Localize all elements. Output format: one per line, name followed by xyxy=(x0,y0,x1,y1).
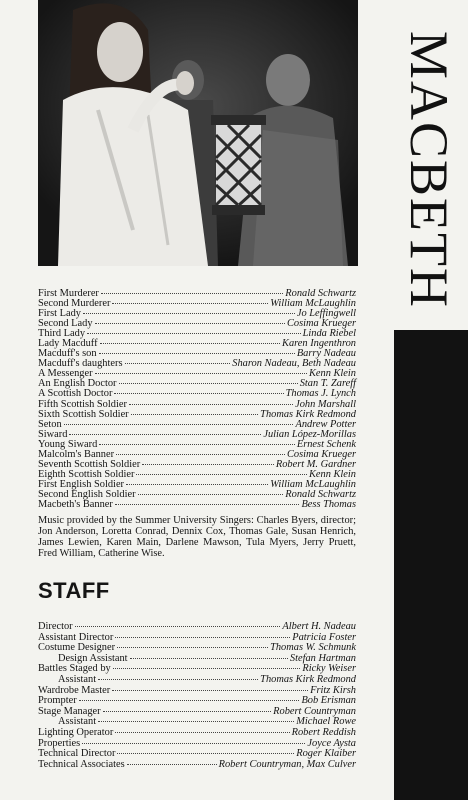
dot-leader xyxy=(114,393,283,394)
cast-role: Second Murderer xyxy=(38,298,111,310)
dot-leader xyxy=(129,404,293,405)
staff-name: Patricia Foster xyxy=(292,631,356,643)
dot-leader xyxy=(115,504,300,505)
cast-name: Sharon Nadeau, Beth Nadeau xyxy=(232,358,356,370)
cast-name: Kenn Klein xyxy=(308,468,356,480)
cast-name: Ronald Schwartz xyxy=(285,288,356,299)
staff-name: Michael Rowe xyxy=(296,716,356,728)
staff-role: Stage Manager xyxy=(38,705,101,717)
dot-leader xyxy=(117,753,294,754)
staff-role: Battles Staged by xyxy=(38,663,111,675)
cast-name: William McLaughlin xyxy=(270,478,356,490)
cast-name: Julian López-Morillas xyxy=(263,428,356,440)
dot-leader xyxy=(112,690,308,691)
cast-name: John Marshall xyxy=(295,398,356,410)
staff-name: Joyce Aysta xyxy=(307,737,356,749)
dot-leader xyxy=(69,434,261,435)
staff-name: Bob Erisman xyxy=(301,695,356,707)
dot-leader xyxy=(115,637,290,638)
cast-role: A Messenger xyxy=(38,368,93,380)
dot-leader xyxy=(125,363,231,364)
cast-name: William McLaughlin xyxy=(270,298,356,310)
dot-leader xyxy=(98,679,258,680)
production-photo xyxy=(38,0,358,266)
cast-name: Thomas J. Lynch xyxy=(285,388,356,400)
cast-role: Fifth Scottish Soldier xyxy=(38,398,127,410)
cast-role: First Murderer xyxy=(38,288,99,299)
staff-role: Technical Associates xyxy=(38,758,125,770)
cast-name: Cosima Krueger xyxy=(287,448,356,460)
cast-role: Seton xyxy=(38,418,62,430)
staff-name: Robert Countryman, Max Culver xyxy=(218,758,356,770)
dot-leader xyxy=(119,383,298,384)
cast-name: Robert M. Gardner xyxy=(275,458,356,470)
cast-role: An English Doctor xyxy=(38,378,117,390)
dot-leader xyxy=(99,444,295,445)
cast-role: Lady Macduff xyxy=(38,338,98,350)
dot-leader xyxy=(87,333,301,334)
staff-role: Assistant xyxy=(58,716,97,728)
dot-leader xyxy=(142,464,274,465)
play-title: MACBETH xyxy=(399,30,459,309)
dot-leader xyxy=(99,353,295,354)
cast-name: Karen Ingenthron xyxy=(282,338,356,350)
staff-row xyxy=(38,622,356,633)
staff-role: Design Assistant xyxy=(58,652,128,664)
dot-leader xyxy=(115,732,289,733)
dot-leader xyxy=(101,293,283,294)
staff-name: Fritz Kirsh xyxy=(310,684,356,696)
dot-leader xyxy=(100,343,280,344)
staff-name: Roger Klaiber xyxy=(296,748,356,760)
staff-row xyxy=(38,675,356,686)
cast-name: Ronald Schwartz xyxy=(285,488,356,500)
staff-role: Director xyxy=(38,621,73,632)
cast-role: Third Lady xyxy=(38,328,86,340)
staff-role: Wardrobe Master xyxy=(38,684,111,696)
cast-name: Bess Thomas xyxy=(301,498,356,510)
cast-role: First English Soldier xyxy=(38,478,125,490)
dot-leader xyxy=(138,494,284,495)
dot-leader xyxy=(75,626,281,627)
cast-name: Cosima Krueger xyxy=(287,318,356,330)
dot-leader xyxy=(113,668,301,669)
cast-name: Stan T. Zareff xyxy=(299,378,356,390)
cast-role: Second Lady xyxy=(38,318,93,330)
staff-name: Robert Reddish xyxy=(291,726,356,738)
cast-row xyxy=(38,500,356,510)
staff-role: Assistant Director xyxy=(38,631,114,643)
staff-name: Robert Countryman xyxy=(273,705,356,717)
title-block xyxy=(400,20,458,320)
cast-name: Jo Leffingwell xyxy=(296,308,356,320)
dot-leader xyxy=(103,711,272,712)
cast-role: A Scottish Doctor xyxy=(38,388,113,400)
staff-row xyxy=(38,728,356,739)
cast-name: Barry Nadeau xyxy=(296,348,356,360)
cast-name: Kenn Klein xyxy=(308,368,356,380)
cast-name: Andrew Potter xyxy=(295,418,356,430)
cast-name: Ernest Schenk xyxy=(296,438,356,450)
cast-name: Thomas Kirk Redmond xyxy=(260,408,356,420)
dot-leader xyxy=(131,414,259,415)
staff-name: Albert H. Nadeau xyxy=(282,621,356,632)
cast-role: Seventh Scottish Soldier xyxy=(38,458,141,470)
staff-name: Thomas Kirk Redmond xyxy=(260,673,356,685)
music-credit: Music provided by the Summer University Singers: Charles Byers, director; Jon Anderson, Loretta Conrad, Dennix Cox, Thomas Gale, Susan Henrich, James Lewien, Karen Main, Darlene Mawson, Tula Myers, Jerry Pruett, Fred William, Catherine Wise. xyxy=(38,515,356,559)
cast-role: Macduff's son xyxy=(38,348,97,360)
cast-role: Second English Soldier xyxy=(38,488,136,500)
staff-name: Stefan Hartman xyxy=(289,652,356,664)
staff-row xyxy=(38,760,356,771)
cast-list xyxy=(38,289,356,510)
dot-leader xyxy=(95,373,307,374)
dot-leader xyxy=(64,424,294,425)
dot-leader xyxy=(112,303,268,304)
cast-role: Malcolm's Banner xyxy=(38,448,115,460)
dot-leader xyxy=(95,323,285,324)
dot-leader xyxy=(116,454,285,455)
dot-leader xyxy=(126,484,268,485)
dot-leader xyxy=(127,764,217,765)
staff-role: Technical Director xyxy=(38,748,116,760)
staff-name: Thomas W. Schmunk xyxy=(270,642,356,654)
staff-role: Prompter xyxy=(38,695,77,707)
staff-role: Properties xyxy=(38,737,81,749)
cast-role: Macduff's daughters xyxy=(38,358,123,370)
cast-name: Linda Riebel xyxy=(302,328,356,340)
dot-leader xyxy=(82,743,305,744)
cast-role: First Lady xyxy=(38,308,82,320)
staff-heading: STAFF xyxy=(38,578,110,603)
cast-role: Siward xyxy=(38,428,68,440)
staff-role: Costume Designer xyxy=(38,642,116,654)
dot-leader xyxy=(83,313,295,314)
staff-name: Ricky Weiser xyxy=(302,663,356,675)
cast-role: Sixth Scottish Soldier xyxy=(38,408,129,420)
cast-role: Eighth Scottish Soldier xyxy=(38,468,135,480)
cast-role: Young Siward xyxy=(38,438,98,450)
staff-role: Lighting Operator xyxy=(38,726,114,738)
dot-leader xyxy=(98,721,294,722)
cast-row xyxy=(38,389,356,399)
dot-leader xyxy=(117,647,268,648)
dot-leader xyxy=(79,700,300,701)
dot-leader xyxy=(130,658,288,659)
staff-list xyxy=(38,622,356,770)
cast-role: Macbeth's Banner xyxy=(38,498,113,510)
dot-leader xyxy=(136,474,307,475)
staff-role: Assistant xyxy=(58,673,97,685)
decorative-black-bar xyxy=(394,330,468,800)
